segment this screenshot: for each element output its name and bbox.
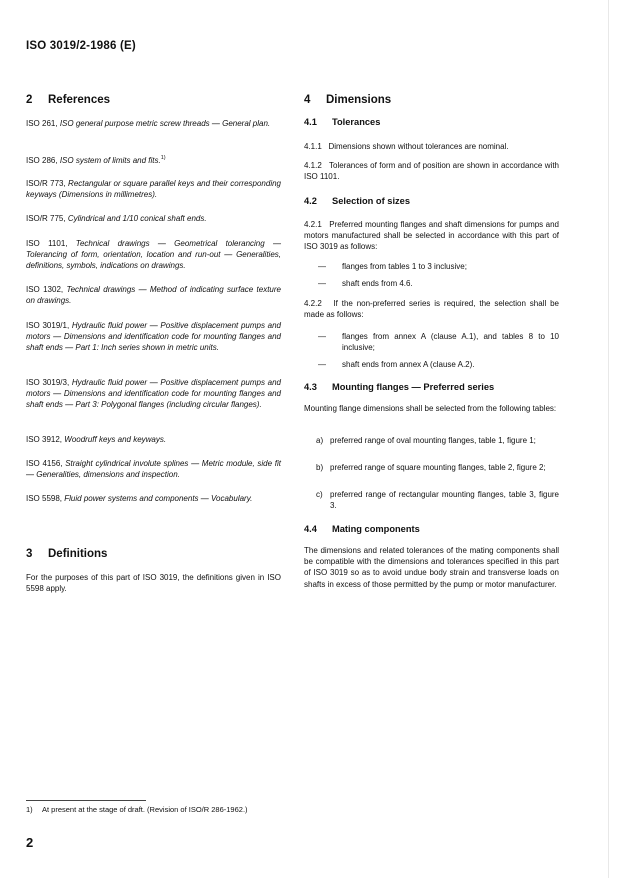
list-label: b) — [316, 463, 324, 472]
reference-title: Woodruff keys and keyways. — [64, 435, 167, 444]
reference-code: ISO 1101, — [26, 239, 68, 248]
reference-code: ISO 3019/3, — [26, 378, 70, 387]
reference-code: ISO 1302, — [26, 285, 64, 294]
clause-number: 4.1.2 — [304, 161, 322, 170]
clause-text: Preferred mounting flanges and shaft dimensions for pumps and motors manufactured shall be selected in accordance with this part of ISO 3019 as follows: — [304, 220, 560, 252]
references-heading — [26, 94, 110, 106]
clause-4-2-2 — [304, 298, 559, 320]
mounting-intro: Mounting flange dimensions shall be selected from the following tables: — [304, 404, 557, 413]
selection-heading — [304, 196, 410, 206]
list-label: a) — [316, 436, 324, 445]
section-title: Definitions — [48, 548, 108, 560]
reference-code: ISO/R 773, — [26, 179, 66, 188]
list-item-text: shaft ends from 4.6. — [342, 279, 413, 288]
reference-item — [26, 118, 281, 129]
reference-code: ISO 286, — [26, 156, 58, 165]
reference-item — [26, 178, 281, 200]
footnote — [26, 805, 248, 814]
reference-title: Rectangular or square parallel keys and their corresponding keyways (Dimensions in millimetres). — [26, 179, 281, 200]
reference-title: Fluid power systems and components — Vocabulary. — [64, 494, 253, 503]
reference-item — [26, 213, 281, 224]
subsection-number: 4.1 — [304, 117, 317, 127]
subsection-title: Selection of sizes — [332, 196, 411, 206]
subsection-number: 4.4 — [304, 524, 317, 534]
subsection-title: Mounting flanges — Preferred series — [332, 382, 495, 392]
list-item-text: preferred range of square mounting flanges, table 2, figure 2; — [330, 463, 546, 472]
list-item-text: preferred range of rectangular mounting flanges, table 3, figure 3. — [330, 490, 559, 511]
reference-title: ISO system of limits and fits. — [59, 156, 161, 165]
reference-code: ISO 261, — [26, 119, 58, 128]
list-item-text: shaft ends from annex A (clause A.2). — [342, 360, 475, 369]
clause-number: 4.2.1 — [304, 220, 322, 229]
reference-item — [26, 238, 281, 272]
footnote-text: At present at the stage of draft. (Revision of ISO/R 286-1962.) — [42, 805, 248, 814]
list-item-text: preferred range of oval mounting flanges, table 1, figure 1; — [330, 436, 536, 445]
footnote-number: 1) — [26, 805, 33, 814]
clause-4-1-2 — [304, 160, 559, 182]
dimensions-heading — [304, 94, 391, 106]
reference-item — [26, 284, 281, 306]
mating-text: The dimensions and related tolerances of the mating components shall be compatible with the dimensions and tolerances specified in this part of ISO 3019 so as to avoid undue body strain and transverse loads on shafts in excess of those permitted by the pump or motor manufacturer. — [304, 546, 559, 589]
clause-number: 4.2.2 — [304, 299, 322, 308]
list-label: c) — [316, 490, 323, 499]
reference-title: Cylindrical and 1/10 conical shaft ends. — [67, 214, 207, 223]
dash-marker: — — [318, 262, 326, 271]
page-number: 2 — [26, 835, 34, 850]
reference-title: ISO general purpose metric screw threads — General plan. — [59, 119, 271, 128]
mating-heading — [304, 524, 420, 534]
reference-item — [26, 153, 281, 166]
section-number: 2 — [26, 94, 33, 106]
reference-code: ISO 3912, — [26, 435, 63, 444]
definitions-text: For the purposes of this part of ISO 3019, the definitions given in ISO 5598 apply. — [26, 573, 281, 594]
reference-code: ISO/R 775, — [26, 214, 66, 223]
definitions-heading — [26, 548, 107, 560]
clause-text: Tolerances of form and of position are shown in accordance with ISO 1101. — [304, 161, 559, 182]
reference-title: Technical drawings — Method of indicating surface texture on drawings. — [26, 285, 281, 306]
list-item-text: flanges from tables 1 to 3 inclusive; — [342, 262, 467, 271]
reference-title: Technical drawings — Geometrical tolerancing — Tolerancing of form, orientation, location and run-out — Generalities, definitions, symbols, indications on drawings. — [26, 239, 281, 271]
reference-item — [26, 377, 281, 411]
document-id: ISO 3019/2-1986 (E) — [26, 40, 136, 52]
clause-text: If the non-preferred series is required, the selection shall be made as follows: — [304, 299, 560, 320]
dash-marker: — — [318, 332, 326, 341]
section-number: 4 — [304, 94, 311, 106]
reference-code: ISO 5598, — [26, 494, 63, 503]
reference-title: Hydraulic fluid power — Positive displacement pumps and motors — Dimensions and identification code for mounting flanges and shaft ends — Part 3: Polygonal flanges (including circular flanges). — [26, 378, 282, 410]
clause-4-1-1 — [304, 141, 559, 152]
mounting-heading — [304, 382, 494, 392]
dash-marker: — — [318, 360, 326, 369]
list-item-text: flanges from annex A (clause A.1), and tables 8 to 10 inclusive; — [342, 332, 559, 353]
section-title: Dimensions — [326, 94, 392, 106]
reference-code: ISO 3019/1, — [26, 321, 70, 330]
subsection-number: 4.3 — [304, 382, 317, 392]
subsection-title: Mating components — [332, 524, 420, 534]
reference-title: Straight cylindrical involute splines — Metric module, side fit — Generalities, dimensions and inspection. — [26, 459, 281, 480]
reference-code: ISO 4156, — [26, 459, 63, 468]
footnote-rule — [26, 800, 146, 801]
footnote-marker: 1) — [160, 155, 166, 161]
clause-text: Dimensions shown without tolerances are nominal. — [328, 142, 509, 151]
dash-marker: — — [318, 279, 326, 288]
clause-4-2-1 — [304, 219, 559, 253]
section-number: 3 — [26, 548, 33, 560]
section-title: References — [48, 94, 111, 106]
reference-item — [26, 493, 281, 504]
clause-number: 4.1.1 — [304, 142, 322, 151]
reference-item — [26, 320, 281, 354]
subsection-number: 4.2 — [304, 196, 317, 206]
subsection-title: Tolerances — [332, 117, 381, 127]
reference-item — [26, 458, 281, 480]
scan-edge — [608, 0, 609, 878]
reference-item — [26, 434, 281, 445]
tolerances-heading — [304, 117, 380, 127]
reference-title: Hydraulic fluid power — Positive displacement pumps and motors — Dimensions and identification code for mounting flanges and shaft ends — Part 1: Inch series shown in metric units. — [26, 321, 282, 353]
